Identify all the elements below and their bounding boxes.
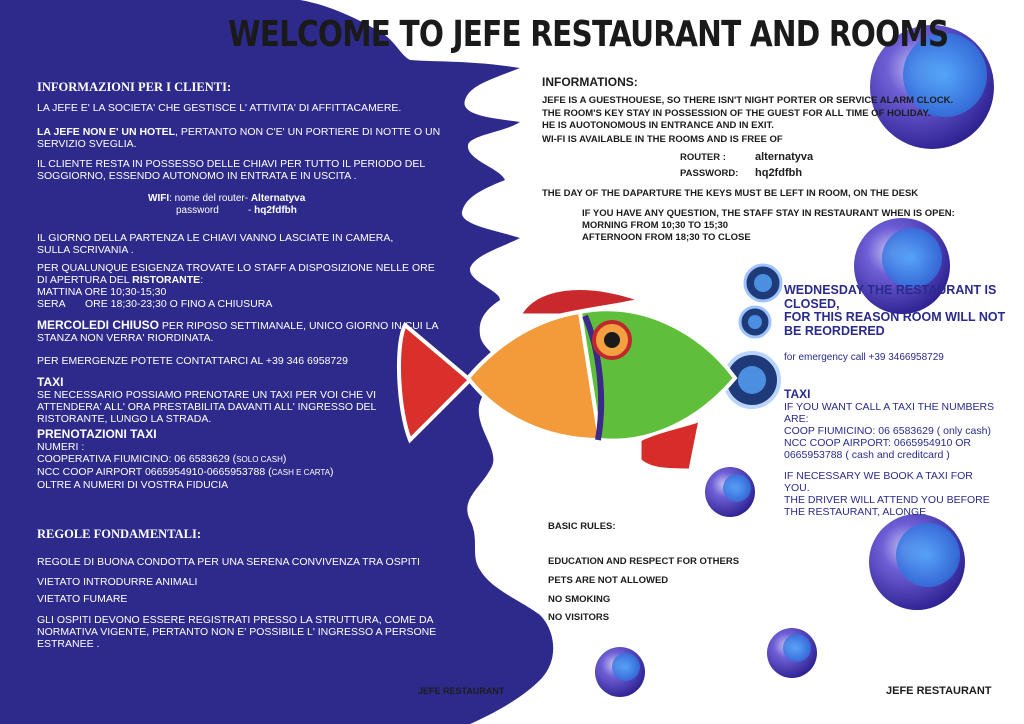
it-taxi-numbers — [37, 441, 437, 491]
en-footer: JEFE RESTAURANT — [886, 685, 992, 697]
it-wifi-router-text: : nome del router- — [169, 193, 249, 204]
it-paragraph-2 — [37, 126, 447, 150]
en-info-heading: INFORMATIONS: — [542, 75, 638, 89]
it-paragraph-4: IL GIORNO DELLA PARTENZA LE CHIAVI VANNO LASCIATE IN CAMERA, SULLA SCRIVANIA . — [37, 232, 394, 256]
it-coop1: COOPERATIVA FIUMICINO: 06 6583629 ( — [37, 453, 237, 465]
en-taxi-heading: TAXI — [784, 387, 811, 401]
it-coop2-note: CASH E CARTA — [271, 468, 331, 477]
it-coop2-close: ) — [330, 466, 334, 478]
it-coop1-note: SOLO CASH — [236, 455, 283, 464]
en-morning: MORNING FROM 10;30 TO 15;30 — [582, 220, 729, 231]
page-title: WELCOME TO JEFE RESTAURANT AND ROOMS — [228, 14, 949, 55]
it-staff-text: PER QUALUNQUE ESIGENZA TROVATE LO STAFF A DISPOSIZIONE NELLE ORE DI APERTURA DEL — [37, 262, 435, 286]
it-numbers-label: NUMERI : — [37, 441, 85, 453]
it-paragraph-3: IL CLIENTE RESTA IN POSSESSO DELLE CHIAVI PER TUTTO IL PERIODO DEL SOGGIORNO, ESSENDO AUTONOMO IN ENTRATA E IN USCITA . — [37, 158, 425, 182]
en-taxi-text: IF YOU WANT CALL A TAXI THE NUMBERS ARE: COOP FIUMICINO: 06 6583629 ( only cash) NCC COOP AIRPORT: 0665954910 OR 0665953788 ( cash and creditcard ) — [784, 401, 995, 461]
it-wifi-label: WIFI — [148, 193, 170, 204]
it-not-hotel-bold: LA JEFE NON E' UN HOTEL — [37, 126, 176, 138]
en-taxi-text-2: IF NECESSARY WE BOOK A TAXI FOR YOU. THE DRIVER WILL ATTEND YOU BEFORE THE RESTAURANT, ALONGE — [784, 470, 990, 518]
it-emergency: PER EMERGENZE POTETE CONTATTARCI AL +39 346 6958729 — [37, 355, 348, 367]
en-rule-3: NO SMOKING — [548, 594, 611, 605]
en-emergency: for emergency call +39 3466958729 — [784, 352, 944, 363]
it-coop2: NCC COOP AIRPORT 0665954910-0665953788 ( — [37, 466, 272, 478]
it-morning-hours: MATTINA ORE 10;30-15;30 — [37, 286, 167, 298]
it-closed-bold: MERCOLEDI CHIUSO — [37, 318, 160, 332]
it-rule-2: VIETATO INTRODURRE ANIMALI — [37, 576, 198, 588]
en-router-label: ROUTER : — [680, 152, 726, 163]
en-afternoon: AFTERNOON FROM 18;30 TO CLOSE — [582, 232, 751, 243]
it-footer: JEFE RESTAURANT — [418, 686, 505, 696]
it-staff-colon: : — [200, 274, 204, 286]
en-paragraph-2: THE ROOM'S KEY STAY IN POSSESSION OF THE GUEST FOR ALL TIME OF HOLIDAY. — [542, 108, 931, 119]
en-rule-2: PETS ARE NOT ALLOWED — [548, 575, 669, 586]
en-password-label: PASSWORD: — [680, 168, 739, 179]
en-departure: THE DAY OF THE DAPARTURE THE KEYS MUST BE LEFT IN ROOM, ON THE DESK — [542, 188, 919, 199]
it-rule-4: GLI OSPITI DEVONO ESSERE REGISTRATI PRESSO LA STRUTTURA, COME DA NORMATIVA VIGENTE, PERTANTO NON E' POSSIBILE L' INGRESSO A PERSONE ESTRANEE . — [37, 614, 437, 650]
en-rule-1: EDUCATION AND RESPECT FOR OTHERS — [548, 556, 740, 567]
en-rules-heading: BASIC RULES: — [548, 521, 616, 532]
it-closed-rest: PER RIPOSO SETTIMANALE, UNICO GIORNO IN CUI LA STANZA NON VERRA' RIORDINATA. — [37, 320, 438, 344]
it-rules-heading: REGOLE FONDAMENTALI: — [37, 527, 202, 541]
en-paragraph-1: JEFE IS A GUESTHOUESE, SO THERE ISN'T NIGHT PORTER OR SERVICE ALARM CLOCK. — [542, 95, 954, 106]
en-paragraph-4: WI-FI IS AVAILABLE IN THE ROOMS AND IS FREE OF — [542, 134, 783, 145]
it-restaurant-bold: RISTORANTE — [132, 274, 201, 286]
it-wifi-router-value: Alternatyva — [250, 193, 306, 204]
it-wifi-block — [148, 193, 408, 217]
it-evening-hours: ORE 18;30-23;30 O FINO A CHIUSURA — [85, 298, 273, 310]
en-router-value: alternatyva — [755, 151, 814, 163]
en-password-value: hq2fdfbh — [755, 167, 803, 179]
it-other-numbers: OLTRE A NUMERI DI VOSTRA FIDUCIA — [37, 479, 229, 491]
it-paragraph-5 — [37, 262, 447, 310]
it-coop1-close: ) — [282, 453, 287, 465]
it-rule-1: REGOLE DI BUONA CONDOTTA PER UNA SERENA CONVIVENZA TRA OSPITI — [37, 556, 420, 568]
it-paragraph-1: LA JEFE E' LA SOCIETA' CHE GESTISCE L' ATTIVITA' DI AFFITTACAMERE. — [37, 102, 402, 114]
it-paragraph-2-rest: , PERTANTO NON C'E' UN PORTIERE DI NOTTE O UN SERVIZIO SVEGLIA. — [37, 126, 441, 150]
en-paragraph-3: HE IS AUOTONOMOUS IN ENTRANCE AND IN EXIT. — [542, 120, 774, 131]
it-wifi-password-dash: - — [248, 205, 252, 216]
en-question: IF YOU HAVE ANY QUESTION, THE STAFF STAY IN RESTAURANT WHEN IS OPEN: — [582, 208, 955, 219]
it-wifi-password-value: hq2fdfbh — [254, 205, 297, 216]
it-closed-notice — [37, 319, 447, 344]
it-rule-3: VIETATO FUMARE — [37, 593, 128, 605]
en-wednesday-notice: WEDNESDAY THE RESTAURANT IS CLOSED, FOR THIS REASON ROOM WILL NOT BE REORDERED — [784, 283, 1006, 338]
it-info-heading: INFORMAZIONI PER I CLIENTI: — [37, 80, 232, 94]
it-taxi-text: SE NECESSARIO POSSIAMO PRENOTARE UN TAXI PER VOI CHE VI ATTENDERA' ALL' ORA PRESTABILITA DAVANTI ALL' INGRESSO DEL RISTORANTE, LUNGO LA STRADA. — [37, 389, 377, 425]
en-rule-4: NO VISITORS — [548, 612, 610, 623]
it-taxi-heading: TAXI — [37, 375, 64, 389]
it-taxi-booking-heading: PRENOTAZIONI TAXI — [37, 427, 157, 441]
it-evening-label: SERA — [37, 298, 66, 310]
it-wifi-password-text: password — [176, 205, 219, 216]
